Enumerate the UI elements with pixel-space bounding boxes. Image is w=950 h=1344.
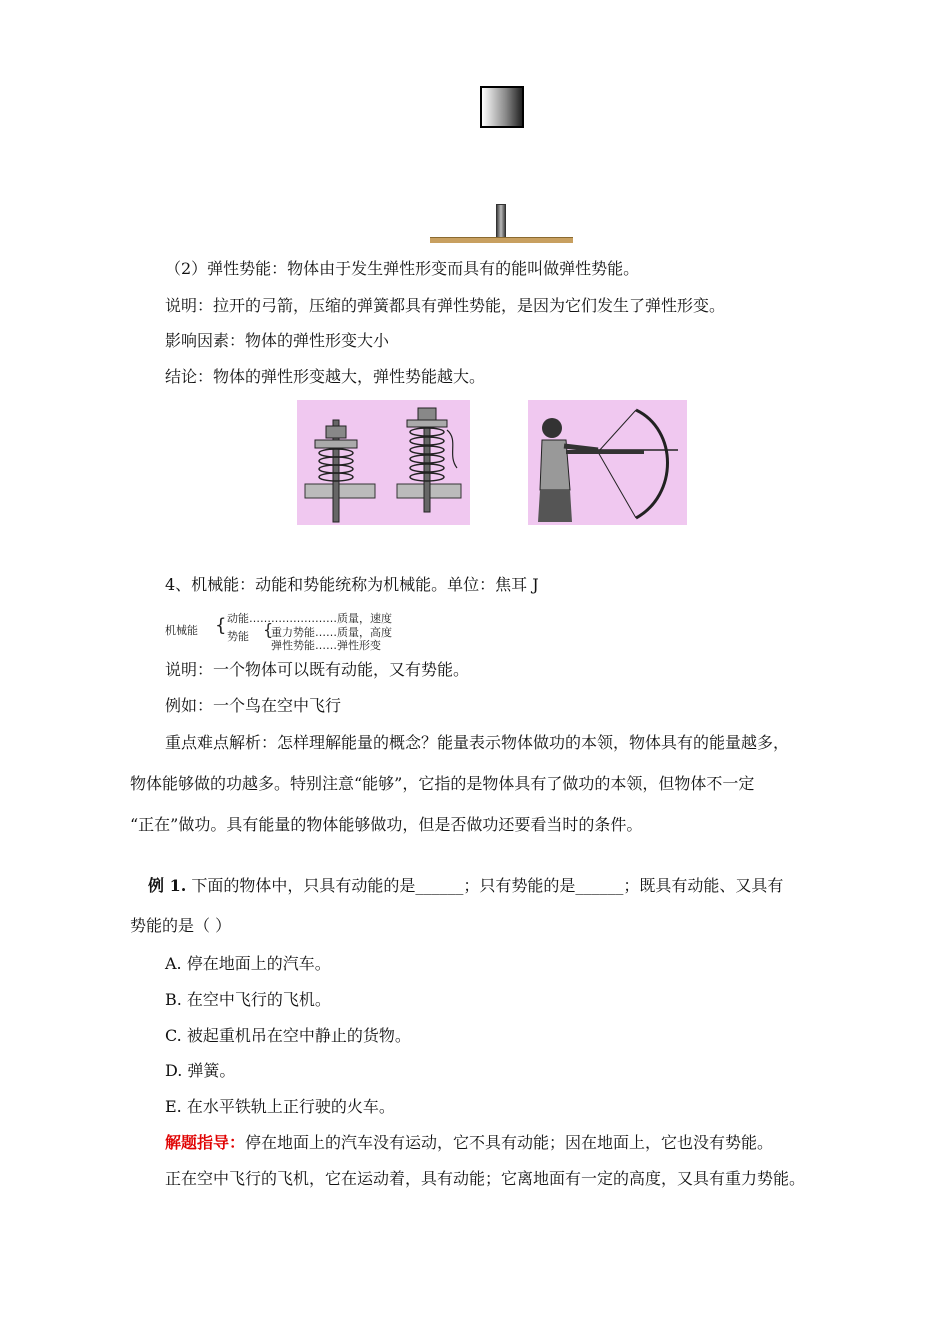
elastic-heading: （2）弹性势能：物体由于发生弹性形变而具有的能叫做弹性势能。 bbox=[165, 259, 640, 278]
tree-brace2-icon: { bbox=[263, 620, 274, 639]
tree-root: 机械能 bbox=[165, 624, 198, 637]
option-b: B. 在空中飞行的飞机。 bbox=[165, 990, 331, 1009]
archer-figure bbox=[528, 400, 687, 525]
archer-illustration bbox=[528, 400, 687, 525]
guide-text-1: 停在地面上的汽车没有运动，它不具有动能；因在地面上，它也没有势能。 bbox=[245, 1133, 774, 1152]
option-c: C. 被起重机吊在空中静止的货物。 bbox=[165, 1026, 411, 1045]
example1-label: 例 1. bbox=[148, 876, 187, 895]
example1-question-2: 势能的是（ ） bbox=[130, 916, 232, 935]
mech-explain: 说明：一个物体可以既有动能，又有势能。 bbox=[165, 660, 470, 679]
guide-label: 解题指导： bbox=[165, 1133, 246, 1152]
example1-question-1: 下面的物体中，只具有动能的是______；只有势能的是______；既具有动能、又具有 bbox=[186, 876, 784, 895]
mech-example: 例如：一个鸟在空中飞行 bbox=[165, 696, 342, 715]
tree-brace-icon: { bbox=[215, 615, 227, 636]
spring-figure bbox=[297, 400, 470, 525]
mech-heading: 4、机械能：动能和势能统称为机械能。单位：焦耳 J bbox=[165, 575, 539, 594]
key-point-line-1: 重点难点解析：怎样理解能量的概念？能量表示物体做功的本领，物体具有的能量越多， bbox=[165, 733, 790, 752]
spring-illustration bbox=[297, 400, 470, 525]
example1-question-line-1 bbox=[148, 876, 783, 896]
board-figure bbox=[430, 237, 573, 243]
guide-line-1 bbox=[165, 1133, 773, 1153]
elastic-factor: 影响因素：物体的弹性形变大小 bbox=[165, 331, 390, 350]
tree-kinetic: 动能……………………质量，速度 bbox=[227, 612, 392, 625]
key-point-line-2: 物体能够做的功越多。特别注意“能够”，它指的是物体具有了做功的本领，但物体不一定 bbox=[130, 774, 755, 793]
option-d: D. 弹簧。 bbox=[165, 1061, 236, 1080]
mech-tree bbox=[165, 608, 545, 650]
block-figure bbox=[480, 86, 524, 128]
key-point-line-3: “正在”做功。具有能量的物体能够做功，但是否做功还要看当时的条件。 bbox=[130, 815, 643, 834]
nail-figure bbox=[496, 204, 506, 238]
elastic-conclusion: 结论：物体的弹性形变越大，弹性势能越大。 bbox=[165, 367, 486, 386]
tree-gravity-pe: 重力势能……质量，高度 bbox=[271, 626, 392, 639]
option-a: A. 停在地面上的汽车。 bbox=[165, 954, 331, 973]
elastic-explain: 说明：拉开的弓箭，压缩的弹簧都具有弹性势能，是因为它们发生了弹性形变。 bbox=[165, 296, 726, 315]
tree-potential: 势能 bbox=[227, 630, 249, 643]
tree-elastic-pe: 弹性势能……弹性形变 bbox=[271, 639, 381, 652]
guide-line-2: 正在空中飞行的飞机，它在运动着，具有动能；它离地面有一定的高度，又具有重力势能。 bbox=[165, 1169, 806, 1188]
option-e: E. 在水平铁轨上正行驶的火车。 bbox=[165, 1097, 395, 1116]
